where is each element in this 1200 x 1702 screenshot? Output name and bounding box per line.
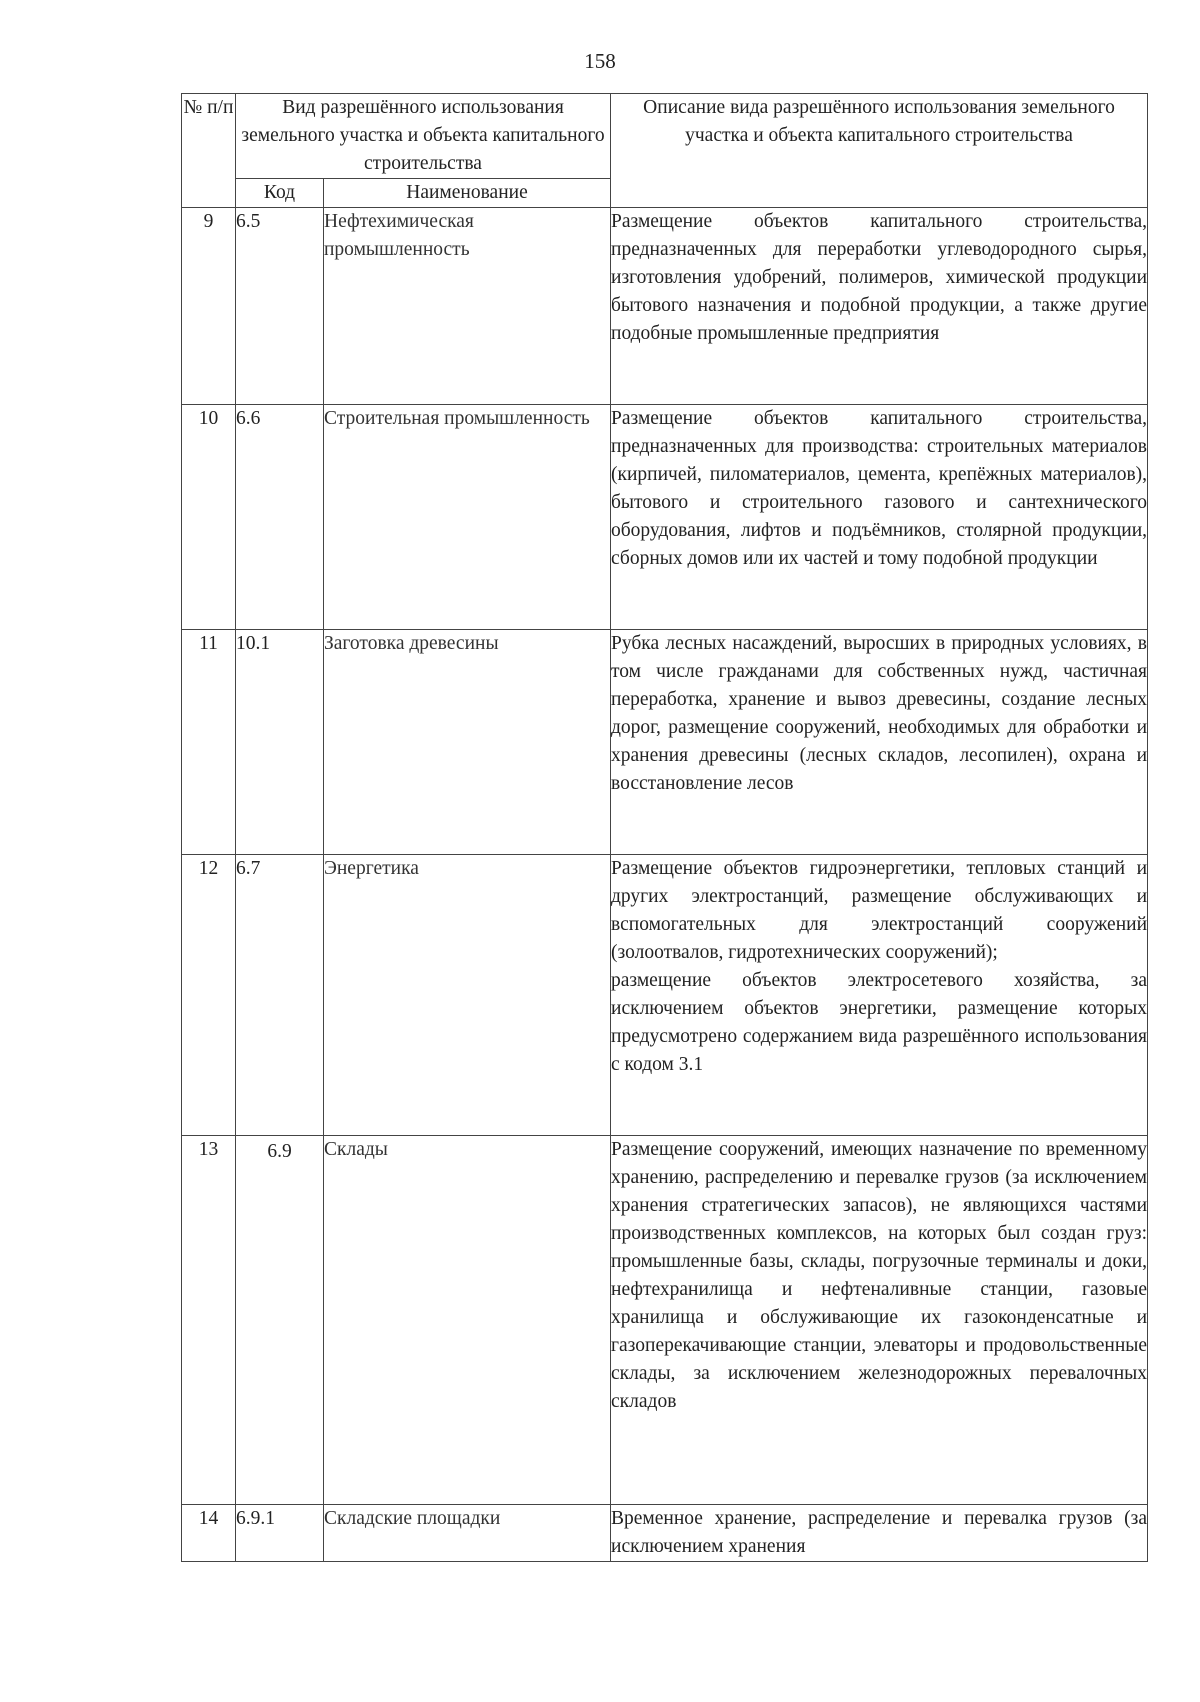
- row-code: 6.5: [236, 208, 324, 405]
- row-number: 14: [182, 1505, 236, 1562]
- row-description: Временное хранение, распределение и перевалка грузов (за исключением хранения: [611, 1505, 1148, 1562]
- header-code: Код: [236, 179, 324, 208]
- table-row: [182, 630, 1148, 855]
- land-use-table: [181, 93, 1148, 1562]
- row-name: Складские площадки: [324, 1505, 611, 1562]
- table-header-row: [182, 94, 1148, 179]
- row-description: Размещение объектов капитального строительства, предназначенных для производства: строительных материалов (кирпичей, пиломатериалов, цемента, крепёжных материалов), бытового и строительного газового и сантехнического оборудования, лифтов и подъёмников, столярной продукции, сборных домов или их частей и тому подобной продукции: [611, 405, 1148, 630]
- header-description: Описание вида разрешённого использования земельного участка и объекта капитального строительства: [611, 94, 1148, 208]
- row-description-part-2: размещение объектов электросетевого хозяйства, за исключением объектов энергетики, размещение которых предусмотрено содержанием вида разрешённого использования с кодом 3.1: [611, 970, 1148, 1075]
- row-name: Склады: [324, 1136, 611, 1505]
- table-row: [182, 405, 1148, 630]
- row-description: [611, 855, 1148, 1136]
- table-row: [182, 1136, 1148, 1505]
- row-code: 6.7: [236, 855, 324, 1136]
- row-description: Размещение объектов капитального строительства, предназначенных для переработки углеводородного сырья, изготовления удобрений, полимеров, химической продукции бытового назначения и подобной продукции, а также другие подобные промышленные предприятия: [611, 208, 1148, 405]
- header-name: Наименование: [324, 179, 611, 208]
- row-code: 6.9.1: [236, 1505, 324, 1562]
- row-name: Строительная промышленность: [324, 405, 611, 630]
- row-description: Рубка лесных насаждений, выросших в природных условиях, в том числе гражданами для собственных нужд, частичная переработка, хранение и вывоз древесины, создание лесных дорог, размещение сооружений, необходимых для обработки и хранения древесины (лесных складов, лесопилен), охрана и восстановление лесов: [611, 630, 1148, 855]
- row-name: Энергетика: [324, 855, 611, 1136]
- row-name: Нефтехимическая промышленность: [324, 208, 611, 405]
- row-number: 11: [182, 630, 236, 855]
- row-code: 6.6: [236, 405, 324, 630]
- row-description-part-1: Размещение объектов гидроэнергетики, тепловых станций и других электростанций, размещение обслуживающих и вспомогательных для электростанций сооружений (золоотвалов, гидротехнических сооружений);: [611, 858, 1148, 963]
- row-code: 6.9: [236, 1136, 324, 1505]
- header-use-type: Вид разрешённого использования земельного участка и объекта капитального строительства: [236, 94, 611, 179]
- row-code: 10.1: [236, 630, 324, 855]
- page-number: 158: [584, 49, 616, 73]
- row-number: 9: [182, 208, 236, 405]
- table-row: [182, 208, 1148, 405]
- header-number: № п/п: [182, 94, 236, 208]
- row-number: 12: [182, 855, 236, 1136]
- row-description: Размещение сооружений, имеющих назначение по временному хранению, распределению и перевалке грузов (за исключением хранения стратегических запасов), не являющихся частями производственных комплексов, на которых был создан груз: промышленные базы, склады, погрузочные терминалы и доки, нефтехранилища и нефтеналивные станции, газовые хранилища и обслуживающие их газоконденсатные и газоперекачивающие станции, элеваторы и продовольственные склады, за исключением железнодорожных перевалочных складов: [611, 1136, 1148, 1505]
- row-number: 13: [182, 1136, 236, 1505]
- row-number: 10: [182, 405, 236, 630]
- table-row: [182, 855, 1148, 1136]
- table-row: [182, 1505, 1148, 1562]
- row-name: Заготовка древесины: [324, 630, 611, 855]
